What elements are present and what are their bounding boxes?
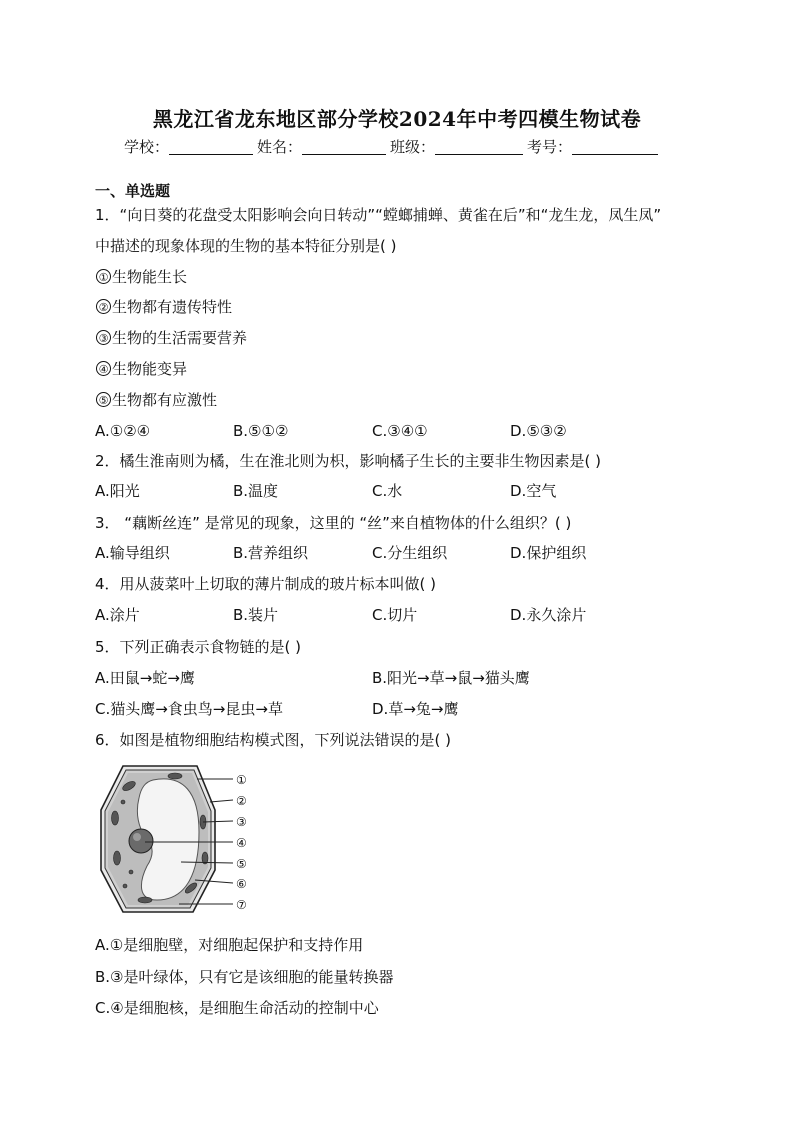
- q6-option-c[interactable]: C.④是细胞核，是细胞生命活动的控制中心: [95, 999, 379, 1017]
- q3-option-d[interactable]: D.保护组织: [510, 544, 587, 562]
- school-field[interactable]: [169, 138, 253, 155]
- q1-option-d[interactable]: D.⑤③②: [510, 422, 567, 440]
- diagram-label-7: ⑦: [236, 898, 247, 912]
- q1-item-text: 生物能变异: [112, 360, 188, 378]
- nucleus: [129, 829, 153, 853]
- q5-option-d[interactable]: D.草→兔→鹰: [372, 700, 459, 718]
- q5-option-b[interactable]: B.阳光→草→鼠→猫头鹰: [372, 669, 530, 687]
- q3-stem: 3． “藕断丝连” 是常见的现象，这里的 “丝”来自植物体的什么组织？( ): [95, 514, 572, 532]
- number-label: 考号：: [527, 138, 573, 156]
- item-mark: ⑤: [96, 392, 111, 407]
- q6-stem: 6．如图是植物细胞结构模式图，下列说法错误的是( ): [95, 731, 452, 749]
- q1-item: [95, 328, 247, 348]
- q1-item: [95, 267, 187, 287]
- section-heading: 一、单选题: [95, 182, 171, 200]
- q1-option-a[interactable]: A.①②④: [95, 422, 151, 440]
- diagram-label-4: ④: [236, 836, 247, 850]
- q4-option-b[interactable]: B.装片: [233, 606, 279, 624]
- plant-cell-diagram: [95, 762, 265, 917]
- q5-stem: 5．下列正确表示食物链的是( ): [95, 638, 302, 656]
- item-mark: ④: [96, 361, 111, 376]
- q1-item-text: 生物都有遗传特性: [112, 298, 233, 316]
- class-label: 班级：: [390, 138, 436, 156]
- q1-option-c[interactable]: C.③④①: [372, 422, 428, 440]
- q2-option-c[interactable]: C.水: [372, 482, 403, 500]
- q6-option-a[interactable]: A.①是细胞壁，对细胞起保护和支持作用: [95, 936, 364, 954]
- q1-item-text: 生物的生活需要营养: [112, 329, 248, 347]
- q4-option-c[interactable]: C.切片: [372, 606, 418, 624]
- q4-option-d[interactable]: D.永久涂片: [510, 606, 587, 624]
- q5-option-a[interactable]: A.田鼠→蛇→鹰: [95, 669, 195, 687]
- student-info-row: [124, 136, 662, 157]
- q1-option-b[interactable]: B.⑤①②: [233, 422, 289, 440]
- q1-item-text: 生物能生长: [112, 268, 188, 286]
- q2-stem: 2．橘生淮南则为橘，生在淮北则为枳，影响橘子生长的主要非生物因素是( ): [95, 452, 602, 470]
- q4-option-a[interactable]: A.涂片: [95, 606, 140, 624]
- class-field[interactable]: [435, 138, 523, 155]
- q2-option-b[interactable]: B.温度: [233, 482, 279, 500]
- q1-stem-line1: 1．“向日葵的花盘受太阳影响会向日转动”“螳螂捕蝉、黄雀在后”和“龙生龙，凤生凤”: [95, 206, 662, 224]
- exam-title: 黑龙江省龙东地区部分学校2024年中考四模生物试卷: [152, 107, 642, 131]
- item-mark: ③: [96, 330, 111, 345]
- diagram-label-3: ③: [236, 815, 247, 829]
- q2-option-a[interactable]: A.阳光: [95, 482, 140, 500]
- name-label: 姓名：: [257, 138, 303, 156]
- q2-option-d[interactable]: D.空气: [510, 482, 557, 500]
- number-field[interactable]: [572, 138, 658, 155]
- item-mark: ①: [96, 269, 111, 284]
- q1-item-text: 生物都有应激性: [112, 391, 218, 409]
- diagram-label-6: ⑥: [236, 877, 247, 891]
- diagram-label-1: ①: [236, 773, 247, 787]
- name-field[interactable]: [302, 138, 386, 155]
- diagram-label-5: ⑤: [236, 857, 247, 871]
- q1-item: [95, 390, 217, 410]
- q6-option-b[interactable]: B.③是叶绿体，只有它是该细胞的能量转换器: [95, 968, 394, 986]
- school-label: 学校：: [124, 138, 170, 156]
- q1-item: [95, 359, 187, 379]
- item-mark: ②: [96, 299, 111, 314]
- q4-stem: 4．用从菠菜叶上切取的薄片制成的玻片标本叫做( ): [95, 575, 437, 593]
- q1-stem-line2: 中描述的现象体现的生物的基本特征分别是( ): [95, 237, 397, 255]
- q1-item: [95, 297, 232, 317]
- q3-option-c[interactable]: C.分生组织: [372, 544, 448, 562]
- q5-option-c[interactable]: C.猫头鹰→食虫鸟→昆虫→草: [95, 700, 283, 718]
- q3-option-b[interactable]: B.营养组织: [233, 544, 309, 562]
- q3-option-a[interactable]: A.输导组织: [95, 544, 170, 562]
- diagram-label-2: ②: [236, 794, 247, 808]
